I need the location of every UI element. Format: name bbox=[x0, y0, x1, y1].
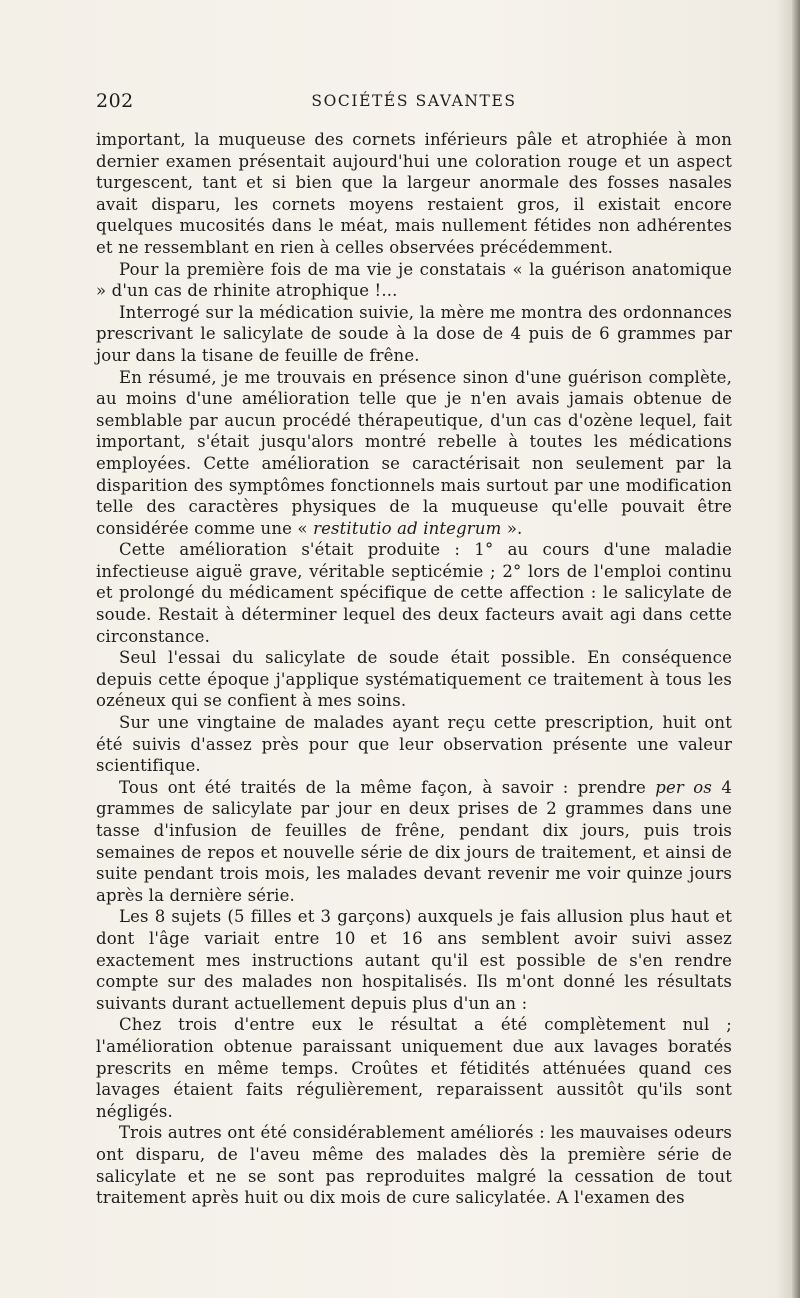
body-text bbox=[96, 129, 732, 1209]
running-title: SOCIÉTÉS SAVANTES bbox=[311, 92, 517, 110]
paragraph-10: Chez trois d'entre eux le résultat a été complètement nul ; l'amélioration obtenue paraissant uniquement due aux lavages boratés prescrits en même temps. Croûtes et fétidités atténuées quand ces lavages étaient faits régulièrement, reparaissent aussitôt qu'ils sont négligés. bbox=[96, 1015, 732, 1121]
paragraph-6: Seul l'essai du salicylate de soude était possible. En conséquence depuis cette époque j'applique systématiquement ce traitement à tous les ozéneux qui se confient à mes soins. bbox=[96, 648, 732, 711]
paragraph-4-text: En résumé, je me trouvais en présence sinon d'une guérison complète, au moins d'une amélioration telle que je n'en avais jamais obtenue de semblable par aucun procédé thérapeutique, d'un cas d'ozène lequel, fait important, s'était jusqu'alors montré rebelle à toutes les médications employées. Cette amélioration se caractérisait non seulement par la disparition des symptômes fonctionnels mais surtout par une modification telle des caractères physiques de la muqueuse qu'elle pouvait être considérée comme une « bbox=[96, 367, 732, 538]
latin-phrase: per os bbox=[655, 777, 712, 797]
paragraph-5: Cette amélioration s'était produite : 1° au cours d'une maladie infectieuse aiguë grave, véritable septicémie ; 2° lors de l'emploi continu et prolongé du médicament spécifique de cette affection : le salicylate de soude. Restait à déterminer lequel des deux facteurs avait agi dans cette circonstance. bbox=[96, 540, 732, 646]
paragraph-2: Pour la première fois de ma vie je constatais « la guérison anatomique » d'un cas de rhinite atrophique !... bbox=[96, 259, 732, 301]
paragraph-8 bbox=[96, 777, 732, 907]
page-header bbox=[96, 90, 732, 116]
paragraph-3: Interrogé sur la médication suivie, la mère me montra des ordonnances prescrivant le salicylate de soude à la dose de 4 puis de 6 grammes par jour dans la tisane de feuille de frêne. bbox=[96, 302, 732, 365]
page-edge-shadow bbox=[792, 0, 800, 1298]
paragraph-8-text: Tous ont été traités de la même façon, à savoir : prendre bbox=[119, 777, 656, 797]
paragraph-11: Trois autres ont été considérablement améliorés : les mauvaises odeurs ont disparu, de l'aveu même des malades dès la première série de salicylate et ne se sont pas reproduites malgré la cessation de tout traitement après huit ou dix mois de cure salicylatée. A l'examen des bbox=[96, 1123, 732, 1208]
paragraph-1: important, la muqueuse des cornets inférieurs pâle et atrophiée à mon dernier examen présentait aujourd'hui une coloration rouge et un aspect turgescent, tant et si bien que la largeur anormale des fosses nasales avait disparu, les cornets moyens restaient gros, il existait encore quelques mucosités dans le méat, mais nullement fétides non adhérentes et ne ressemblant en rien à celles observées précédemment. bbox=[96, 130, 732, 257]
latin-phrase: restitutio ad integrum bbox=[313, 518, 502, 538]
page-number: 202 bbox=[96, 90, 134, 112]
paragraph-4-end: ». bbox=[501, 518, 523, 538]
paragraph-4 bbox=[96, 367, 732, 540]
paragraph-7: Sur une vingtaine de malades ayant reçu cette prescription, huit ont été suivis d'assez près pour que leur observation présente une valeur scientifique. bbox=[96, 713, 732, 776]
paragraph-9: Les 8 sujets (5 filles et 3 garçons) auxquels je fais allusion plus haut et dont l'âge variait entre 10 et 16 ans semblent avoir suivi assez exactement mes instructions autant qu'il est possible de s'en rendre compte sur des malades non hospitalisés. Ils m'ont donné les résultats suivants durant actuellement depuis plus d'un an : bbox=[96, 907, 732, 1013]
paragraph-8-end: 4 grammes de salicylate par jour en deux prises de 2 grammes dans une tasse d'infusion de feuilles de frêne, pendant dix jours, puis trois semaines de repos et nouvelle série de dix jours de traitement, et ainsi de suite pendant trois mois, les malades devant revenir me voir quinze jours après la dernière série. bbox=[96, 777, 733, 905]
